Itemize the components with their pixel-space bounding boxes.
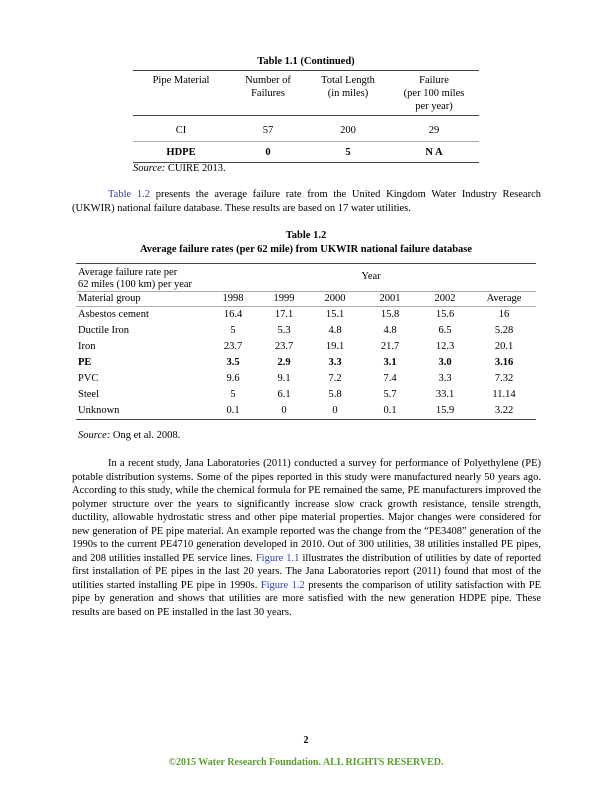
table-1-2-link[interactable]: Table 1.2 [108, 189, 150, 200]
table-cell: CI [133, 116, 229, 142]
table-cell: 7.32 [494, 373, 514, 384]
table-cell: Ductile Iron [78, 325, 130, 336]
table-cell: 15.6 [435, 309, 455, 320]
table-cell: 0.1 [362, 403, 418, 420]
table-row [76, 339, 536, 355]
table-cell: 16 [498, 309, 510, 320]
table-cell: 5 [307, 142, 389, 163]
table-cell: 3.0 [438, 357, 452, 368]
table-cell: Unknown [76, 403, 206, 420]
figure-1-1-link[interactable]: Figure 1.1 [255, 552, 300, 564]
table-cell: PE [78, 357, 92, 368]
table-cell: 9.6 [226, 373, 240, 384]
table-1-1-source: Source: CUIRE 2013. [133, 163, 226, 174]
table-cell: 23.7 [223, 341, 243, 352]
table-cell: Steel [78, 389, 99, 400]
table-row [133, 142, 479, 163]
table-cell: 11.14 [492, 389, 516, 400]
table-cell: 21.7 [380, 341, 400, 352]
table-cell: 15.1 [325, 309, 345, 320]
column-header: 1998 [206, 292, 260, 307]
table-header-row [133, 71, 479, 116]
header-failure-rate: Failure (per 100 miles per year) [389, 71, 479, 116]
table-cell: 7.2 [328, 373, 342, 384]
table-cell: 5 [230, 389, 236, 400]
table-cell: 4.8 [328, 325, 342, 336]
table-cell: 7.4 [383, 373, 397, 384]
table-cell: 5.3 [277, 325, 291, 336]
header-year: Year [206, 264, 536, 292]
column-header: Material group [76, 292, 206, 307]
table-cell: 19.1 [325, 341, 345, 352]
table-cell: 6.5 [438, 325, 452, 336]
table-row [133, 116, 479, 142]
table-1-2-title: Table 1.2 Average failure rates (per 62 mile) from UKWIR national failure database [139, 230, 473, 255]
table-cell: 15.8 [380, 309, 400, 320]
table-cell: Iron [78, 341, 96, 352]
column-header: 1999 [260, 292, 308, 307]
table-cell: 200 [307, 116, 389, 142]
table-cell: 3.3 [328, 357, 342, 368]
header-total-length: Total Length (in miles) [307, 71, 389, 116]
table-cell: 15.9 [418, 403, 472, 420]
header-number-of-failures: Number of Failures [229, 71, 307, 116]
table-cell: 16.4 [223, 309, 243, 320]
table-cell: 5.7 [383, 389, 397, 400]
table-cell: N A [389, 142, 479, 163]
table-1-2 [76, 263, 536, 420]
table-1-1 [133, 70, 479, 163]
table-cell: 2.9 [277, 357, 291, 368]
table-cell: 3.3 [438, 373, 452, 384]
table-cell: 0 [308, 403, 362, 420]
page-number: 2 [303, 735, 309, 746]
table-row [76, 307, 536, 324]
column-header: 2001 [362, 292, 418, 307]
table-cell: 0 [260, 403, 308, 420]
table-row [76, 323, 536, 339]
table-cell: 3.16 [494, 357, 514, 368]
table-cell: 33.1 [435, 389, 455, 400]
intro-paragraph: Table 1.2 presents the average failure rate from the United Kingdom Water Industry Research (UKWIR) national failure database. These results are based on 17 water utilities. [72, 189, 542, 214]
table-cell: 3.1 [383, 357, 397, 368]
table-cell: 4.8 [383, 325, 397, 336]
table-cell: 29 [389, 116, 479, 142]
table-cell: Asbestos cement [78, 309, 149, 320]
table-cell: 0 [229, 142, 307, 163]
table-cell: 9.1 [277, 373, 291, 384]
column-header: 2000 [308, 292, 362, 307]
table-row [76, 355, 536, 371]
table-cell: 20.1 [494, 341, 514, 352]
table-cell: 57 [229, 116, 307, 142]
copyright-footer: ©2015 Water Research Foundation. ALL RIGHTS RESERVED. [168, 757, 444, 768]
column-header: Average [472, 292, 536, 307]
table-cell: 3.5 [226, 357, 240, 368]
table-cell: 17.1 [274, 309, 294, 320]
table-header-row [76, 264, 536, 292]
table-cell: 6.1 [277, 389, 291, 400]
table-1-1-title: Table 1.1 (Continued) [257, 56, 355, 67]
table-cell: 5 [230, 325, 236, 336]
header-pipe-material: Pipe Material [133, 71, 229, 116]
table-cell: PVC [78, 373, 99, 384]
header-corner: Average failure rate per 62 miles (100 km) per year [76, 264, 206, 292]
table-row [76, 387, 536, 403]
column-header: 2002 [418, 292, 472, 307]
table-row [76, 403, 536, 420]
table-cell: HDPE [133, 142, 229, 163]
table-1-2-source: Source: Ong et al. 2008. [78, 430, 181, 441]
table-cell: 23.7 [274, 341, 294, 352]
table-cell: 0.1 [206, 403, 260, 420]
table-cell: 3.22 [472, 403, 536, 420]
table-cell: 5.8 [328, 389, 342, 400]
table-cell: 5.28 [494, 325, 514, 336]
table-cell: 12.3 [435, 341, 455, 352]
table-header-row [76, 292, 536, 307]
figure-1-2-link[interactable]: Figure 1.2 [260, 579, 305, 591]
table-row [76, 371, 536, 387]
body-paragraph: In a recent study, Jana Laboratories (2011) conducted a survey for performance of Polyethylene (PE) potable distribution systems. Some of the pipes reported in this study were manufactured nearly 50 years ago. According to this study, while the chemical formula for PE remained the same, PE manufacturers improved the polymer structure over the years to significantly increase slow crack growth resistance, tensile strength, ductility, allowable hydrostatic stress and other pipe material properties. Major changes were considered for new generation of PE pipe material. An example reported was the change from the “PE3408” generation of the 1990s to the current PE4710 generation developed in 2010. Out of 300 utilities, 38 utilities installed PE pipes, and 208 utilities installed PE service lines. Figure 1.1 illustrates the distribution of utilities by date of reported first installation of PE pipes in the last 20 years. The Jana Laboratories report (2011) found that most of the utilities started installing PE pipe in 1990s. Figure 1.2 presents the comparison of utility satisfaction with PE pipe by generation and shows that utilities are more satisfied with the new generation HDPE pipe. These results are based on PE installed in the last 30 years. [72, 458, 541, 618]
